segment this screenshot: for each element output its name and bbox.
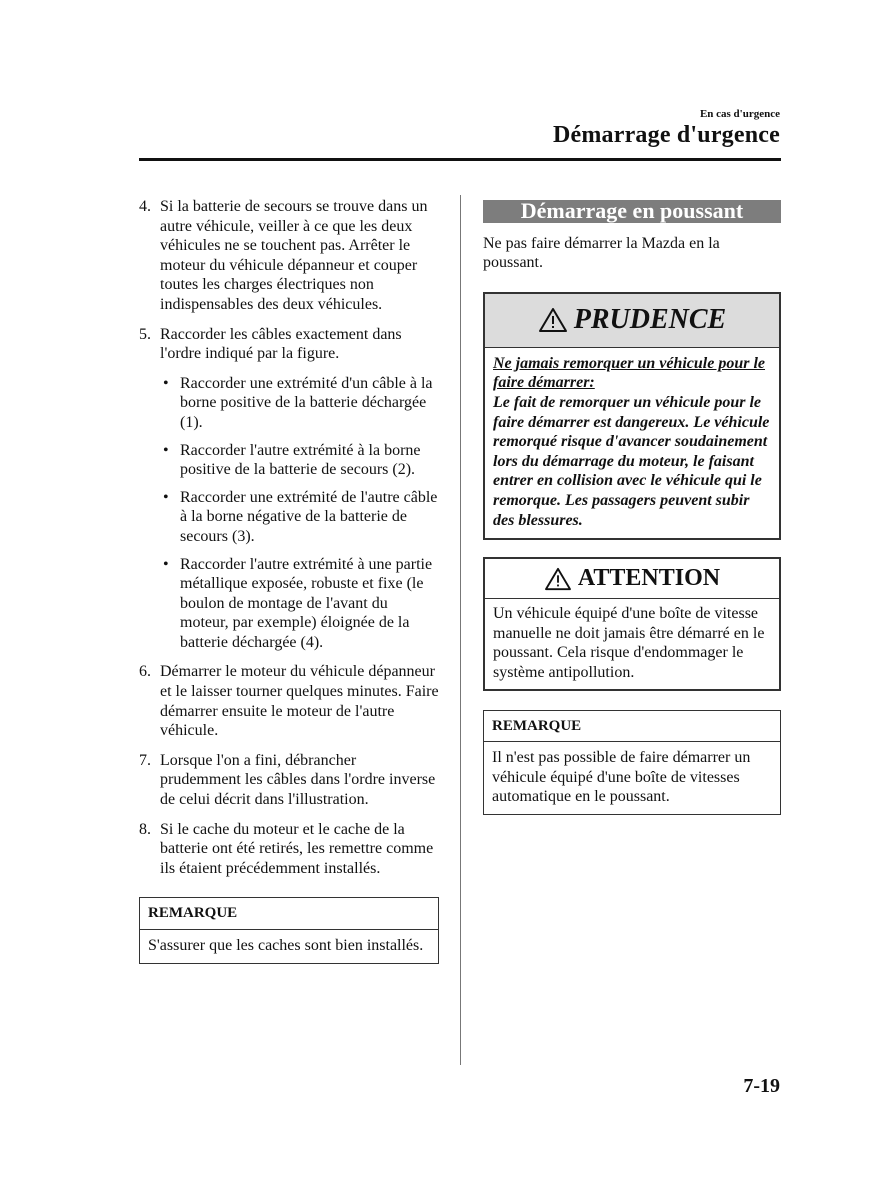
- column-divider: [460, 195, 461, 1065]
- note-heading: REMARQUE: [484, 711, 780, 743]
- attention-box: [483, 557, 781, 690]
- bullet-item: • Raccorder une extrémité d'un câble à la borne positive de la batterie déchargée (1).: [163, 374, 433, 431]
- right-column: [483, 200, 781, 815]
- caution-header: [485, 294, 779, 348]
- attention-heading: ATTENTION: [577, 564, 721, 591]
- caution-lead: Ne jamais remorquer un véhicule pour le faire démarrer:: [493, 354, 766, 392]
- intro-text: Ne pas faire démarrer la Mazda en la poussant.: [483, 234, 720, 272]
- step-6: [139, 662, 439, 740]
- caution-box: [483, 292, 781, 540]
- section-title: Démarrage en poussant: [483, 200, 781, 223]
- page-title: Démarrage d'urgence: [552, 122, 780, 148]
- left-column: [139, 197, 439, 964]
- caution-heading: PRUDENCE: [573, 304, 727, 336]
- warning-triangle-icon: [538, 307, 568, 333]
- step-number: 6.: [139, 663, 151, 681]
- step-text: Si la batterie de secours se trouve dans un autre véhicule, veiller à ce que les deux véhicules ne se touchent pas. Arrêter le moteur du véhicule dépanneur et couper toutes les charges électriques non indispensables des deux véhicules.: [160, 198, 428, 313]
- note-box-right: [483, 710, 781, 815]
- bullet-item: • Raccorder l'autre extrémité à une partie métallique exposée, robuste et fixe (le boulon de montage de l'avant du moteur, par exemple) éloignée de la batterie déchargée (4).: [163, 555, 433, 651]
- step-text: Si le cache du moteur et le cache de la batterie ont été retirés, les remettre comme ils étaient précédemment installés.: [160, 820, 434, 877]
- step-number: 8.: [139, 820, 151, 838]
- note-text: S'assurer que les caches sont bien installés.: [148, 937, 424, 954]
- bullet-dot-icon: •: [163, 488, 169, 506]
- step-8: [139, 820, 439, 879]
- caution-body: [485, 348, 779, 538]
- step-4: [139, 197, 439, 315]
- note-heading: REMARQUE: [140, 898, 438, 930]
- bullet-item: • Raccorder l'autre extrémité à la borne positive de la batterie de secours (2).: [163, 441, 421, 479]
- chapter-label: En cas d'urgence: [699, 108, 780, 120]
- note-box-left: [139, 897, 439, 963]
- page-number: 7-19: [743, 1075, 780, 1097]
- step-text: Lorsque l'on a fini, débrancher prudemment les câbles dans l'ordre inverse de celui décrit dans l'illustration.: [160, 751, 436, 809]
- attention-text: Un véhicule équipé d'une boîte de vitesse manuelle ne doit jamais être démarré en le poussant. Cela risque d'endommager le système antipollution.: [493, 605, 765, 681]
- bullet-item: • Raccorder une extrémité de l'autre câble à la borne négative de la batterie de secours (3).: [163, 488, 438, 545]
- warning-triangle-icon: [544, 567, 572, 591]
- attention-header: [485, 559, 779, 599]
- step-text: Raccorder les câbles exactement dans l'ordre indiqué par la figure.: [160, 325, 402, 363]
- bullet-dot-icon: •: [163, 555, 169, 573]
- step-number: 4.: [139, 198, 151, 215]
- caution-text: Le fait de remorquer un véhicule pour le faire démarrer est dangereux. Le véhicule remorqué risque d'avancer soudainement lors du démarrage du moteur, le faisant entrer en collision avec le véhicule qui le remorque. Les passagers peuvent subir des blessures.: [493, 393, 770, 529]
- step-number: 5.: [139, 325, 151, 343]
- bullet-dot-icon: •: [163, 441, 169, 459]
- header-rule: [139, 158, 781, 161]
- step-text: Démarrer le moteur du véhicule dépanneur et le laisser tourner quelques minutes. Faire démarrer ensuite le moteur de l'autre véhicule.: [160, 663, 439, 740]
- bullet-dot-icon: •: [163, 374, 169, 392]
- step-number: 7.: [139, 751, 151, 769]
- bullet-list: [160, 374, 439, 653]
- step-7: [139, 751, 439, 810]
- note-text: Il n'est pas possible de faire démarrer un véhicule équipé d'une boîte de vitesses automatique en le poussant.: [492, 749, 751, 806]
- step-5: [139, 325, 439, 653]
